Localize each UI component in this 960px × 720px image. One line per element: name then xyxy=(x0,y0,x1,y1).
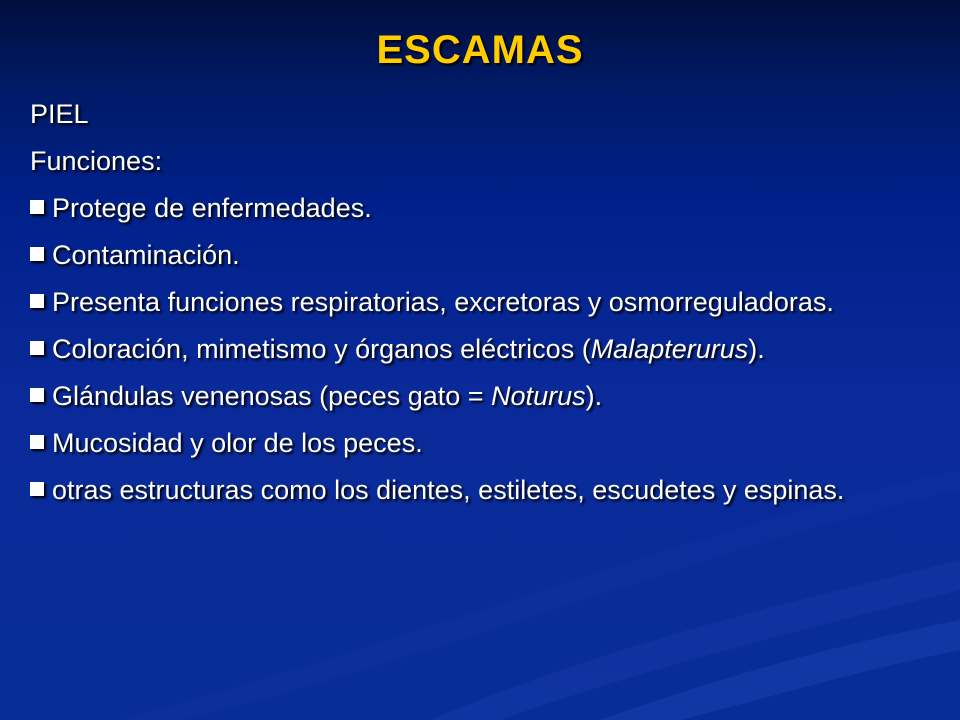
bullet-text-part: ). xyxy=(585,381,603,411)
bullet-text-part: Coloración, mimetismo y órganos eléctricos ( xyxy=(52,334,591,364)
bullet-text-part: ). xyxy=(748,334,765,364)
bullet-item xyxy=(30,239,910,272)
bullet-text-italic: Malapterurus xyxy=(590,334,749,364)
bullet-text: Protege de enfermedades. xyxy=(52,193,372,223)
square-bullet-icon xyxy=(30,482,44,496)
bullet-item xyxy=(30,380,910,413)
bullet-text: Mucosidad y olor de los peces. xyxy=(52,428,423,458)
bullet-item xyxy=(30,192,910,225)
slide-content xyxy=(30,98,910,521)
square-bullet-icon xyxy=(30,388,44,402)
bullet-item xyxy=(30,286,910,319)
bullet-text-italic: Noturus xyxy=(491,381,586,411)
square-bullet-icon xyxy=(30,247,44,261)
bullet-item xyxy=(30,333,910,366)
bullet-item xyxy=(30,474,910,507)
slide-title: ESCAMAS xyxy=(376,28,584,72)
bullet-text: otras estructuras como los dientes, estiletes, escudetes y espinas. xyxy=(52,475,845,505)
bullet-text-part: Glándulas venenosas (peces gato = xyxy=(52,381,492,411)
bullet-text: Presenta funciones respiratorias, excretoras y osmorreguladoras. xyxy=(52,287,834,317)
square-bullet-icon xyxy=(30,435,44,449)
heading-piel: PIEL xyxy=(30,99,89,129)
bullet-item xyxy=(30,427,910,460)
square-bullet-icon xyxy=(30,294,44,308)
bullet-text: Contaminación. xyxy=(52,240,240,270)
square-bullet-icon xyxy=(30,200,44,214)
heading-funciones: Funciones: xyxy=(30,146,163,176)
square-bullet-icon xyxy=(30,341,44,355)
